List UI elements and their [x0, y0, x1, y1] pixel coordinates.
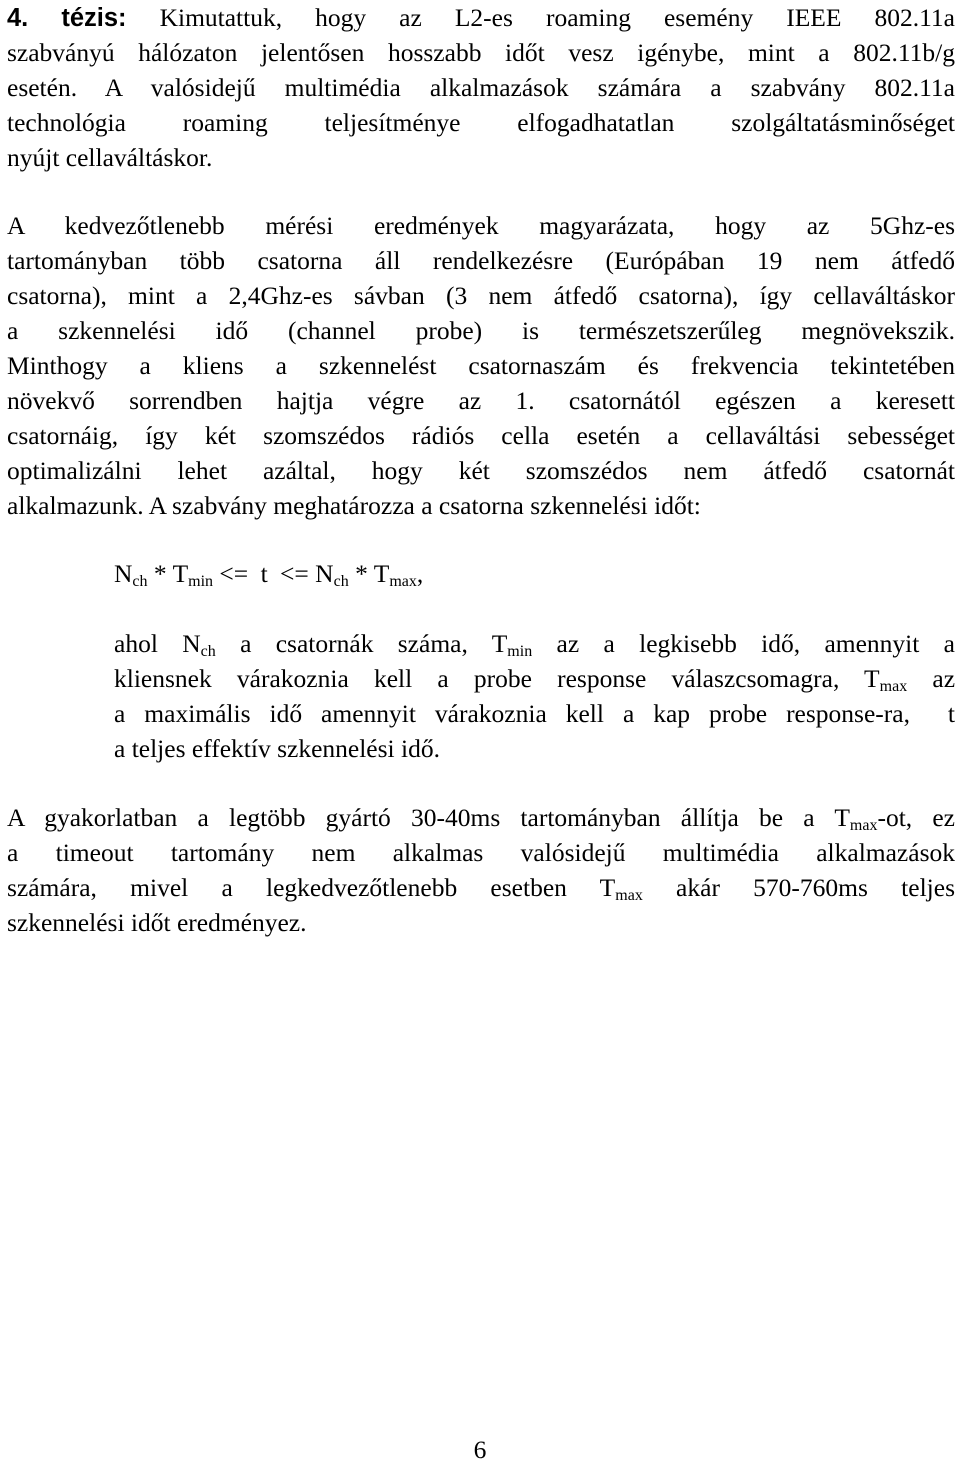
def-l2-b: az: [907, 664, 956, 693]
formula-t-2: T: [373, 559, 390, 588]
definitions-line-1: [114, 626, 955, 661]
definitions-line-3: a maximális idő amennyit várakoznia kell a kap probe response-ra, t: [114, 699, 955, 728]
formula-ch-sub-2: ch: [333, 573, 349, 590]
para3-l1-a: A gyakorlatban a legtöbb gyártó 30-40ms tartományban állítja be a T: [7, 803, 850, 832]
para3-line-1: [7, 800, 955, 835]
formula-ch-sub: ch: [132, 573, 148, 590]
thesis-line-3: esetén. A valósidejű multimédia alkalmazások számára a szabvány 802.11a: [7, 73, 955, 102]
para2-line-3: csatorna), mint a 2,4Ghz-es sávban (3 nem átfedő csatorna), így cellaváltáskor: [7, 281, 955, 310]
thesis-paragraph: [7, 0, 955, 175]
def-l1-a: ahol N: [114, 629, 201, 658]
para2-line-8: optimalizálni lehet azáltal, hogy két szomszédos nem átfedő csatornát: [7, 456, 955, 485]
para2-line-5: Minthogy a kliens a szkennelést csatornaszám és frekvencia tekintetében: [7, 351, 955, 380]
thesis-line-1-text: Kimutattuk, hogy az L2-es roaming esemény IEEE 802.11a: [159, 3, 956, 32]
definitions-line-4: a teljes effektív szkennelési idő.: [114, 734, 440, 763]
para3-line-2: a timeout tartomány nem alkalmas valósidejű multimédia alkalmazások: [7, 838, 955, 867]
practice-paragraph: [7, 800, 955, 940]
formula-min-sub: min: [188, 573, 214, 590]
para3-l1-sub-max: max: [849, 817, 878, 834]
para2-line-1: A kedvezőtlenebb mérési eredmények magyarázata, hogy az 5Ghz-es: [7, 211, 955, 240]
formula-t: T: [172, 559, 189, 588]
para3-line-4: szkennelési időt eredményez.: [7, 908, 307, 937]
thesis-line-1: [7, 0, 955, 35]
def-l1-sub-ch: ch: [200, 643, 216, 660]
formula-tvar: t: [260, 559, 268, 588]
para2-line-9: alkalmazunk. A szabvány meghatározza a csatorna szkennelési időt:: [7, 491, 701, 520]
para3-l3-sub-max: max: [615, 887, 643, 904]
thesis-label: tézis:: [61, 4, 127, 32]
def-l2-a: kliensnek várakoznia kell a probe response válaszcsomagra, T: [114, 664, 880, 693]
para3-line-3: [7, 870, 955, 905]
definitions-line-2: [114, 661, 955, 696]
para3-l1-b: -ot, ez: [877, 803, 955, 832]
variable-definitions: [114, 626, 955, 766]
def-l1-sub-min: min: [507, 643, 533, 660]
thesis-line-5: nyújt cellaváltáskor.: [7, 143, 213, 172]
def-l2-sub-max: max: [879, 678, 908, 695]
para2-line-4: a szkennelési idő (channel probe) is természetszerűleg megnövekszik.: [7, 316, 955, 345]
page-number: 6: [473, 1435, 487, 1464]
thesis-number: 4.: [7, 4, 29, 32]
para3-l3-a: számára, mivel a legkedvezőtlenebb esetben T: [7, 873, 616, 902]
formula-le-1: <=: [213, 559, 255, 588]
formula-star-2: *: [348, 559, 374, 588]
formula-le-2: <=: [273, 559, 316, 588]
thesis-line-2: szabványú hálózaton jelentősen hosszabb időt vesz igénybe, mint a 802.11b/g: [7, 38, 955, 67]
para3-l3-b: akár 570-760ms teljes: [642, 873, 955, 902]
formula-max-sub: max: [389, 573, 417, 590]
thesis-line-4: technológia roaming teljesítménye elfogadhatatlan szolgáltatásminőséget: [7, 108, 955, 137]
explanation-paragraph: [7, 208, 955, 523]
formula-star: *: [147, 559, 173, 588]
para2-line-6: növekvő sorrendben hajtja végre az 1. csatornától egészen a keresett: [7, 386, 955, 415]
def-l1-c: az a legkisebb idő, amennyit a: [532, 629, 955, 658]
formula-comma: ,: [416, 559, 424, 588]
para2-line-7: csatornáig, így két szomszédos rádiós cella esetén a cellaváltási sebességet: [7, 421, 955, 450]
formula-n-2: N: [315, 559, 334, 588]
formula-n: N: [114, 559, 133, 588]
para2-line-2: tartományban több csatorna áll rendelkezésre (Európában 19 nem átfedő: [7, 246, 955, 275]
def-l1-b: a csatornák száma, T: [215, 629, 508, 658]
scan-time-formula: [114, 556, 423, 591]
